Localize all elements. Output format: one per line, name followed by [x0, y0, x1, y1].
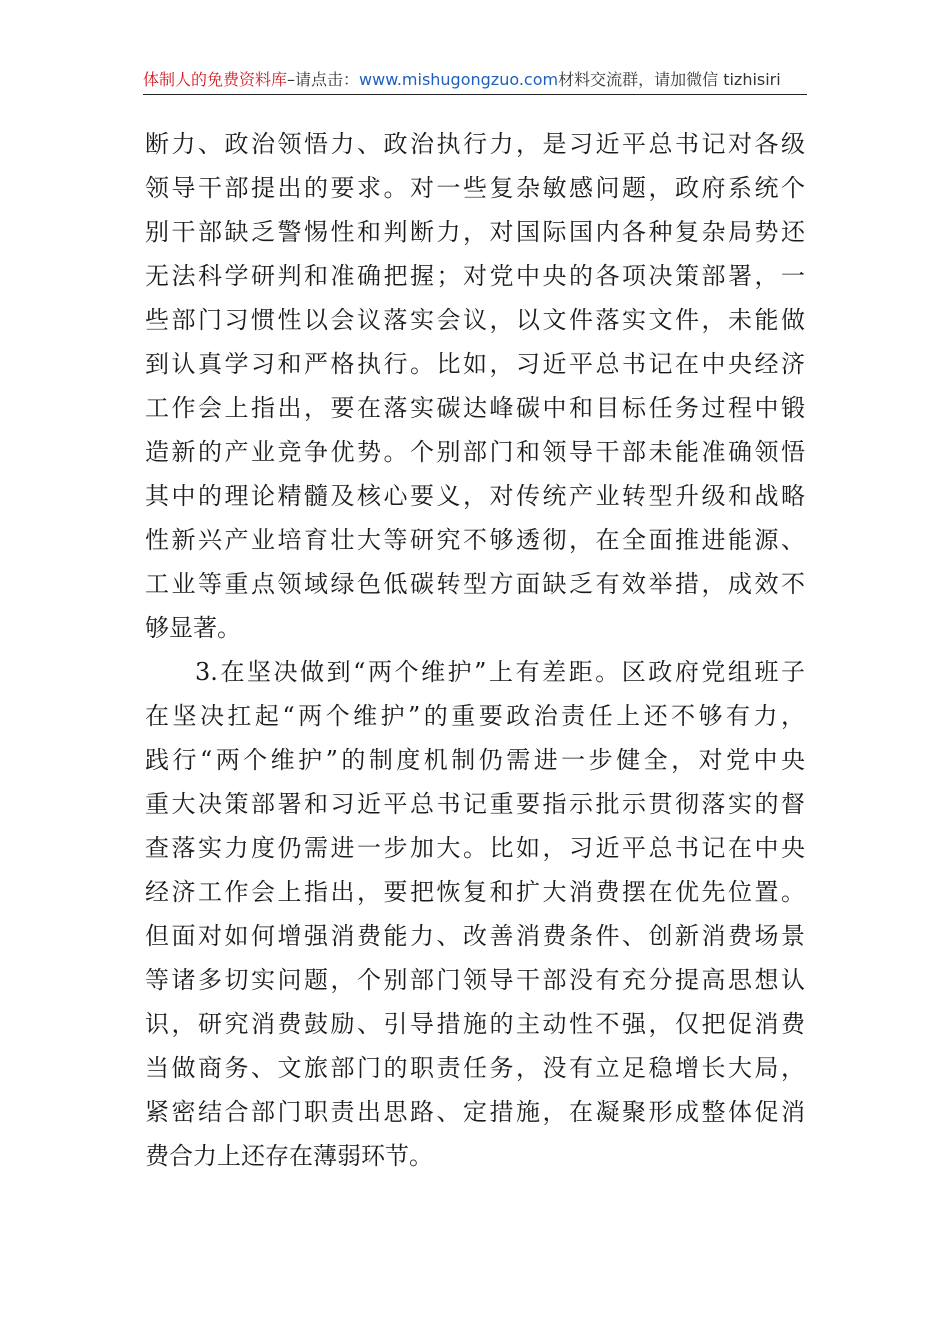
text-line: 无法科学研判和准确把握；对党中央的各项决策部署，一: [145, 262, 805, 290]
text-line: 践行“两个维护”的制度机制仍需进一步健全，对党中央: [145, 746, 805, 774]
text-line: 当做商务、文旅部门的职责任务，没有立足稳增长大局，: [145, 1054, 805, 1082]
text-line: 断力、政治领悟力、政治执行力，是习近平总书记对各级: [145, 130, 805, 158]
text-line: 性新兴产业培育壮大等研究不够透彻，在全面推进能源、: [145, 526, 805, 554]
text-line: 识，研究消费鼓励、引导措施的主动性不强，仅把促消费: [145, 1010, 805, 1038]
text-line: 经济工作会上指出，要把恢复和扩大消费摆在优先位置。: [145, 878, 805, 906]
section-heading-line: 3.在坚决做到“两个维护”上有差距。区政府党组班子: [195, 658, 805, 686]
text-line: 工作会上指出，要在落实碳达峰碳中和目标任务过程中锻: [145, 394, 805, 422]
header-brand: 体制人的免费资料库: [143, 70, 288, 89]
text-line: 但面对如何增强消费能力、改善消费条件、创新消费场景: [145, 922, 805, 950]
text-line: 别干部缺乏警惕性和判断力，对国际国内各种复杂局势还: [145, 218, 805, 246]
header-website-link[interactable]: www.mishugongzuo.com: [359, 70, 559, 89]
paragraph-1: [145, 122, 805, 650]
page-header: [143, 66, 807, 95]
text-line: 紧密结合部门职责出思路、定措施，在凝聚形成整体促消: [145, 1098, 805, 1126]
text-line: 查落实力度仍需进一步加大。比如，习近平总书记在中央: [145, 834, 805, 862]
paragraph-2: [145, 650, 805, 1178]
header-prompt: –请点击：: [287, 70, 360, 89]
text-line: 工业等重点领域绿色低碳转型方面缺乏有效举措，成效不: [145, 570, 805, 598]
text-line: 其中的理论精髓及核心要义，对传统产业转型升级和战略: [145, 482, 805, 510]
text-line: 些部门习惯性以会议落实会议，以文件落实文件，未能做: [145, 306, 805, 334]
text-line: 造新的产业竞争优势。个别部门和领导干部未能准确领悟: [145, 438, 805, 466]
text-line: 够显著。: [145, 614, 241, 642]
text-line: 领导干部提出的要求。对一些复杂敏感问题，政府系统个: [145, 174, 805, 202]
document-body: [145, 122, 805, 1178]
text-line: 费合力上还存在薄弱环节。: [145, 1142, 433, 1170]
text-line: 到认真学习和严格执行。比如，习近平总书记在中央经济: [145, 350, 805, 378]
text-line: 等诸多切实问题，个别部门领导干部没有充分提高思想认: [145, 966, 805, 994]
text-line: 重大决策部署和习近平总书记重要指示批示贯彻落实的督: [145, 790, 805, 818]
header-contact-note: 材料交流群，请加微信 tizhisiri: [558, 70, 781, 89]
text-line: 在坚决扛起“两个维护”的重要政治责任上还不够有力，: [145, 702, 805, 730]
